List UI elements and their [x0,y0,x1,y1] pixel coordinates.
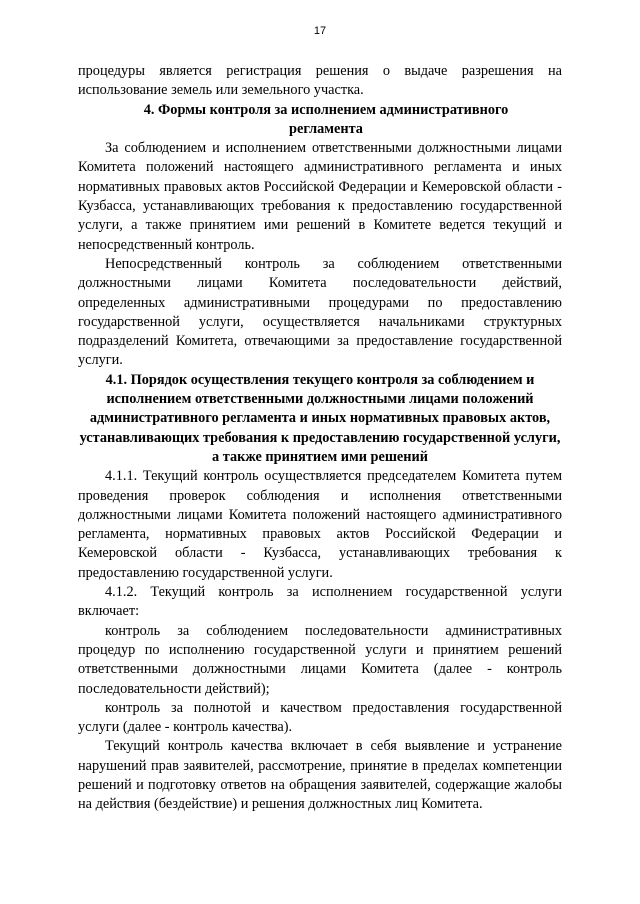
list-item-quality-control: контроль за полнотой и качеством предоставления государственной услуги (далее - контроль качества). [78,699,562,736]
page-number: 17 [313,25,327,37]
paragraph-4-1-1: 4.1.1. Текущий контроль осуществляется председателем Комитета путем проведения проверок соблюдения и исполнения ответственными должностными лицами Комитета положений настоящего административного регламента, нормативных правовых актов Российской Федерации и Кемеровской области - Кузбасса, устанавливающих требования к предоставлению государственной услуги. [78,468,562,581]
paragraph-section-4-1: За соблюдением и исполнением ответственными должностными лицами Комитета положений настоящего административного регламента и иных нормативных правовых актов Российской Федерации и Кемеровской области - Кузбасса, устанавливающих требования к предоставлению государственной услуги, а также принятием ими решений в Комитете ведется текущий и непосредственный контроль. [78,140,562,253]
list-item-sequence-control: контроль за соблюдением последовательности административных процедур по исполнению государственной услуги и принятием решений ответственными должностными лицами Комитета (далее - контроль последовательности действий); [78,622,562,697]
page-body [78,62,562,815]
paragraph-4-1-2: 4.1.2. Текущий контроль за исполнением государственной услуги включает: [78,584,562,620]
paragraph-section-4-2: Непосредственный контроль за соблюдением ответственными должностными лицами Комитета последовательности действий, определенных административными процедурами по предоставлению государственной услуги, осуществляется начальниками структурных подразделений Комитета, отвечающими за предоставление государственной услуги. [78,255,562,369]
paragraph-quality-control: Текущий контроль качества включает в себя выявление и устранение нарушений прав заявителей, рассмотрение, принятие в пределах компетенции решений и подготовку ответов на обращения заявителей, содержащие жалобы на действия (бездействие) и решения должностных лиц Комитета. [78,738,562,813]
subsection-heading-4-1: 4.1. Порядок осуществления текущего контроля за соблюдением и исполнением ответственными должностными лицами положений административного регламента и иных нормативных правовых актов, устанавливающих требования к предоставлению государственной услуги, а также принятием ими решений [79,371,561,465]
section-heading-4: 4. Формы контроля за исполнением административного регламента [143,101,509,137]
paragraph-intro: процедуры является регистрация решения о выдаче разрешения на использование земель или земельного участка. [78,63,562,99]
